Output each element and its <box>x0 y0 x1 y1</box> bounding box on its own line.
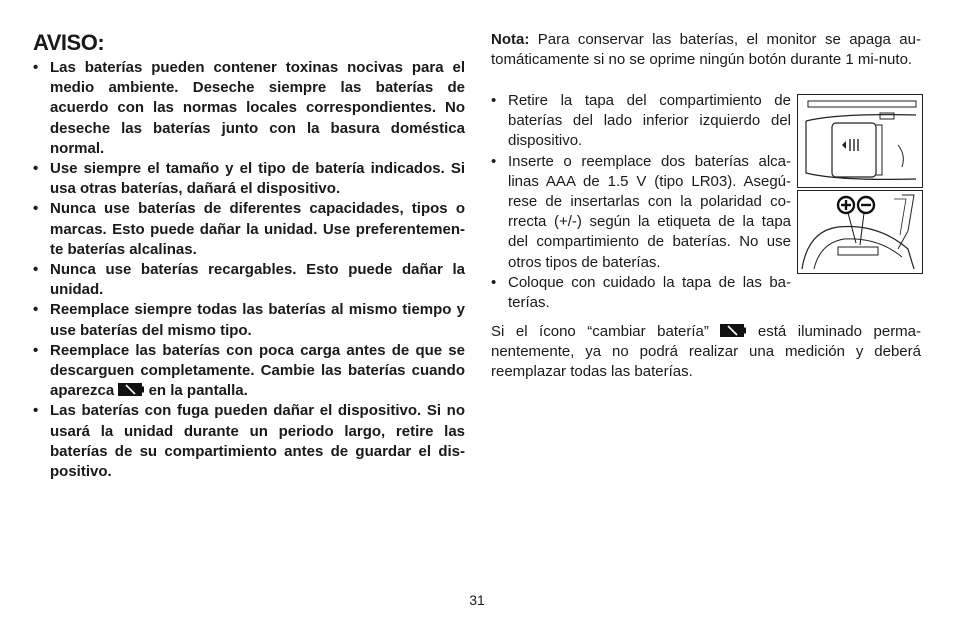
paragraph-text: Si el ícono “cambiar batería” <box>491 323 709 340</box>
paragraph-text: está iluminado perma-nentemente, ya no podrá realizar una medición y deberá reemplazar todas las baterías. <box>491 323 922 381</box>
list-item: • Retire la tapa del compartimiento de baterías del lado inferior izquierdo del dispositivo. <box>491 91 791 152</box>
page-number: 31 <box>469 592 485 608</box>
list-item: • Nunca use baterías recargables. Esto puede dañar la unidad. <box>33 260 465 300</box>
page-title: AVISO: <box>33 30 105 55</box>
battery-polarity-illustration <box>797 190 923 274</box>
list-item: • Nunca use baterías de diferentes capacidades, tipos o marcas. Esto puede dañar la unidad. Use preferentemen-te baterías alcalinas. <box>33 199 465 260</box>
note-paragraph <box>491 30 921 70</box>
note-label: Nota: <box>491 31 530 48</box>
note-text: Para conservar las baterías, el monitor se apaga au-tomáticamente si no se oprime ningún botón durante 1 mi-nuto. <box>491 31 921 69</box>
list-item: • Las baterías pueden contener toxinas nocivas para el medio ambiente. Deseche siempre las baterías de acuerdo con las normas locales correspondientes. No deseche las baterías junto con la basura doméstica normal. <box>33 58 465 159</box>
list-item: • Coloque con cuidado la tapa de las ba-terías. <box>491 273 791 313</box>
battery-cover-illustration <box>797 94 923 188</box>
battery-empty-icon <box>118 383 144 396</box>
warning-list <box>33 58 465 482</box>
list-item: • Use siempre el tamaño y el tipo de batería indicados. Si usa otras baterías, dañará el dispositivo. <box>33 159 465 199</box>
list-item <box>33 341 465 402</box>
list-item: • Inserte o reemplace dos baterías alca-linas AAA de 1.5 V (tipo LR03). Asegú-rese de insertarlas con la polaridad co-rrecta (+/-) según la etiqueta de la tapa del compartimiento de baterías. No use otros tipos de baterías. <box>491 152 791 273</box>
list-item: • Reemplace siempre todas las baterías al mismo tiempo y use baterías del mismo tipo. <box>33 300 465 340</box>
battery-icon-paragraph <box>491 322 921 383</box>
warning-text: en la pantalla. <box>148 382 248 400</box>
list-item: • Las baterías con fuga pueden dañar el dispositivo. Si no usará la unidad durante un periodo largo, retire las baterías de su compartimiento antes de guardar el dis-positivo. <box>33 401 465 482</box>
battery-empty-icon <box>720 324 746 337</box>
warning-text: Reemplace las baterías con poca carga antes de que se descarguen completamente. Cambie las baterías cuando aparezca <box>50 341 465 400</box>
steps-list <box>491 91 791 313</box>
